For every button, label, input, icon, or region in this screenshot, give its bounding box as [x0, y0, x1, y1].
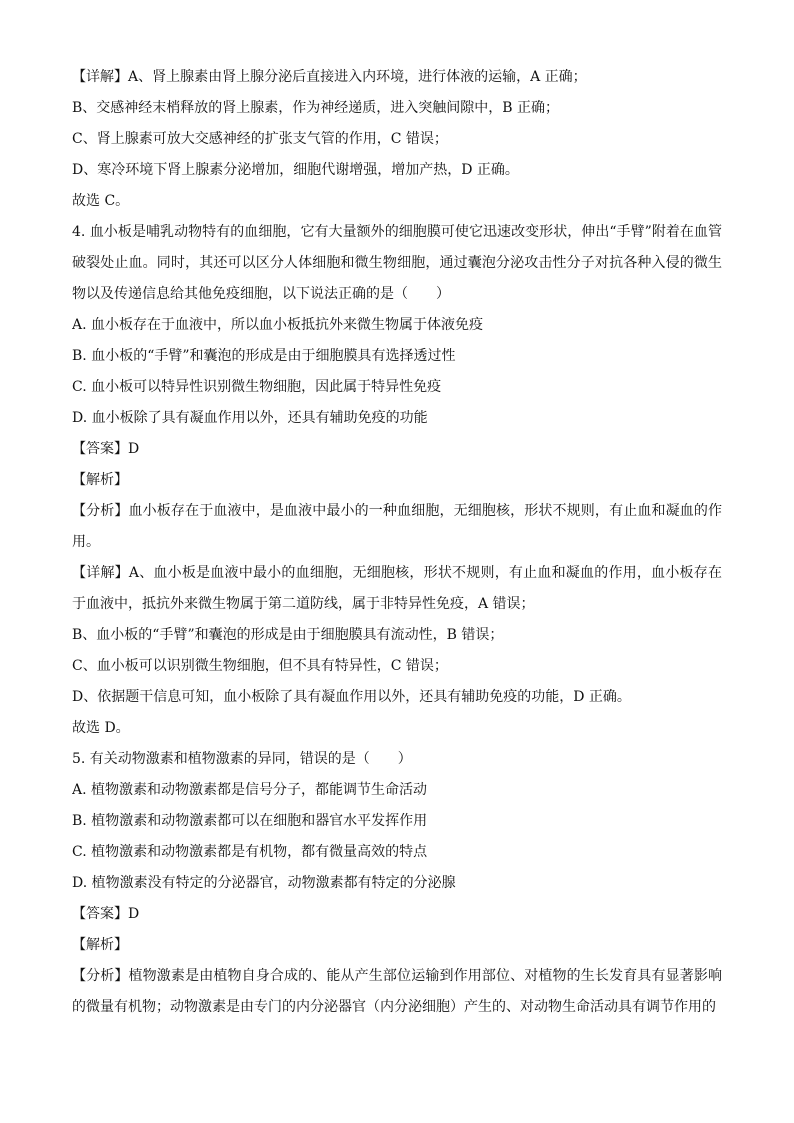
question-5-option-a: A. 植物激素和动物激素都是信号分子，都能调节生命活动	[72, 782, 428, 798]
question-4-stem: 4. 血小板是哺乳动物特有的血细胞，它有大量额外的细胞膜可使它迅速改变形状，伸出“手臂”附着在血管破裂处止血。同时，其还可以区分人体细胞和微生物细胞，通过囊泡分泌攻击性分子对抗各种入侵的微生物以及传递信息给其他免疫细胞，以下说法正确的是（ ）	[72, 224, 722, 302]
question-5-analysis: 【分析】植物激素是由植物自身合成的、能从产生部位运输到作用部位、对植物的生长发育具有显著影响的微量有机物；动物激素是由专门的内分泌器官（内分泌细胞）产生的、对动物生命活动具有调节作用的	[72, 968, 722, 1015]
question-4-detail-c: C、血小板可以识别微生物细胞，但不具有特异性，C 错误；	[72, 658, 448, 674]
document-page	[72, 62, 722, 1023]
question-5-analysis-heading: 【解析】	[72, 937, 128, 953]
detail-line-b: B、交感神经末梢释放的肾上腺素，作为神经递质，进入突触间隙中，B 正确；	[72, 100, 560, 116]
question-4-option-c: C. 血小板可以特异性识别微生物细胞，因此属于特异性免疫	[72, 379, 442, 395]
question-5-answer: 【答案】D	[72, 906, 140, 922]
conclusion-line: 故选 C。	[72, 193, 130, 209]
question-5-option-b: B. 植物激素和动物激素都可以在细胞和器官水平发挥作用	[72, 813, 428, 829]
question-5-option-d: D. 植物激素没有特定的分泌器官，动物激素都有特定的分泌腺	[72, 875, 456, 891]
question-4-analysis-heading: 【解析】	[72, 472, 128, 488]
question-4-analysis: 【分析】血小板存在于血液中，是血液中最小的一种血细胞，无细胞核，形状不规则，有止血和凝血的作用。	[72, 503, 722, 550]
detail-line-c: C、肾上腺素可放大交感神经的扩张支气管的作用，C 错误；	[72, 131, 448, 147]
question-4-detail-b: B、血小板的“手臂”和囊泡的形成是由于细胞膜具有流动性，B 错误；	[72, 627, 504, 643]
question-4-option-d: D. 血小板除了具有凝血作用以外，还具有辅助免疫的功能	[72, 410, 428, 426]
detail-line-d: D、寒冷环境下肾上腺素分泌增加，细胞代谢增强，增加产热，D 正确。	[72, 162, 519, 178]
question-4-detail-d: D、依据题干信息可知，血小板除了具有凝血作用以外，还具有辅助免疫的功能，D 正确。	[72, 689, 631, 705]
question-5-stem: 5. 有关动物激素和植物激素的异同，错误的是（ ）	[72, 751, 412, 767]
question-4-answer: 【答案】D	[72, 441, 140, 457]
question-5-option-c: C. 植物激素和动物激素都是有机物，都有微量高效的特点	[72, 844, 428, 860]
question-4-conclusion: 故选 D。	[72, 720, 130, 736]
question-4-option-b: B. 血小板的“手臂”和囊泡的形成是由于细胞膜具有选择透过性	[72, 348, 456, 364]
question-4-detail-a: 【详解】A、血小板是血液中最小的血细胞，无细胞核，形状不规则，有止血和凝血的作用，血小板存在于血液中，抵抗外来微生物属于第二道防线，属于非特异性免疫，A 错误；	[72, 565, 722, 612]
question-4-option-a: A. 血小板存在于血液中，所以血小板抵抗外来微生物属于体液免疫	[72, 317, 484, 333]
detail-line-a: 【详解】A、肾上腺素由肾上腺分泌后直接进入内环境，进行体液的运输，A 正确；	[72, 69, 587, 85]
